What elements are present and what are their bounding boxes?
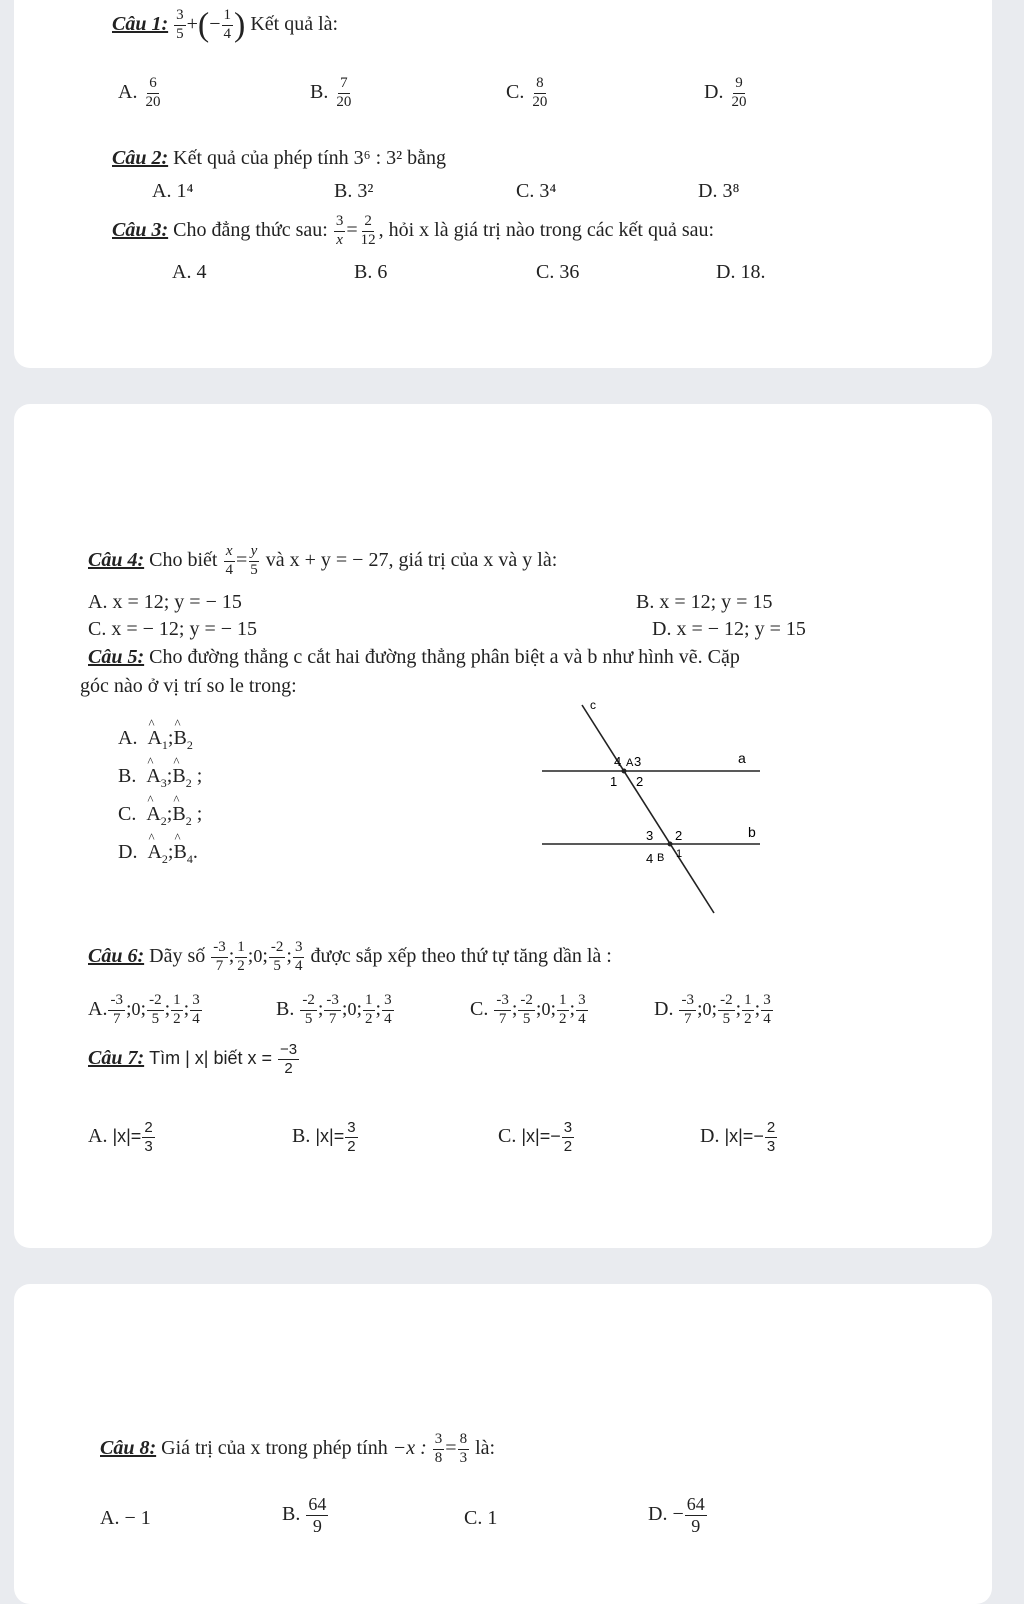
q6-option-c[interactable]: C. $\frac{-3}{7}$ ; $\frac{-2}{5}$ ;0; $\frac{1}{2}$ ; $\frac{3}{4}$ bbox=[470, 992, 586, 1027]
q5-figure bbox=[530, 695, 770, 925]
q6-label: Câu 6: bbox=[88, 944, 145, 967]
question-5: Câu 5: Cho đường thẳng c cắt hai đường thẳng phân biệt a và b như hình vẽ. Cặp bbox=[88, 646, 740, 668]
angle-a1: 1 bbox=[610, 774, 618, 789]
q7-option-a[interactable]: A. |x|= $\frac{2}{3}$ bbox=[88, 1119, 153, 1155]
q4-label: Câu 4: bbox=[88, 548, 145, 571]
q5-option-b[interactable]: B. ^ $A_3$; ^ $B_2$ ; bbox=[118, 754, 203, 790]
label-c: c bbox=[590, 698, 596, 712]
q3-label: Câu 3: bbox=[112, 218, 169, 241]
label-a: a bbox=[738, 750, 746, 766]
q1-label: Câu 1: bbox=[112, 12, 169, 35]
question-7: Câu 7: Tìm | x| biết x = $\frac{-3}{2}$ bbox=[88, 1041, 298, 1077]
angle-b2: 2 bbox=[675, 828, 683, 843]
point-a-label: A bbox=[626, 757, 634, 769]
q8-option-b[interactable]: B. $\frac{64}{9}$ bbox=[282, 1494, 327, 1536]
question-4: Câu 4: Cho biết $\frac{x}{4}$ = $\frac{y}{5}$ và x + y = − 27, giá trị của x và y là: bbox=[88, 543, 558, 578]
q7-option-b[interactable]: B. |x|= $\frac{3}{2}$ bbox=[292, 1119, 356, 1155]
angle-a2: 2 bbox=[636, 774, 644, 789]
q1-option-d[interactable]: D. $\frac{9}{20}$ bbox=[704, 75, 747, 110]
q8-label: Câu 8: bbox=[100, 1436, 157, 1459]
q4-option-d[interactable]: D. x = − 12; y = 15 bbox=[652, 618, 806, 640]
q2-option-b[interactable]: B. 3² bbox=[334, 180, 374, 202]
q1-option-a[interactable]: A. $\frac{6}{20}$ bbox=[118, 75, 161, 110]
question-8: Câu 8: Giá trị của x trong phép tính −x : $\frac{3}{8}$ = $\frac{8}{3}$ là: bbox=[100, 1431, 496, 1466]
line-c bbox=[582, 705, 714, 913]
point-a bbox=[622, 769, 627, 774]
q5-label: Câu 5: bbox=[88, 646, 145, 668]
q3-option-b[interactable]: B. 6 bbox=[354, 261, 388, 283]
angle-b3: 3 bbox=[646, 828, 654, 843]
angle-a3: 3 bbox=[634, 754, 642, 769]
q2-option-d[interactable]: D. 3⁸ bbox=[698, 180, 740, 202]
q4-option-b[interactable]: B. x = 12; y = 15 bbox=[636, 591, 773, 613]
question-2: Câu 2: Kết quả của phép tính 3⁶ : 3² bằng bbox=[112, 147, 447, 169]
q6-option-b[interactable]: B. $\frac{-2}{5}$ ; $\frac{-3}{7}$ ;0; $\frac{1}{2}$ ; $\frac{3}{4}$ bbox=[276, 992, 392, 1027]
q2-option-c[interactable]: C. 3⁴ bbox=[516, 180, 557, 202]
angle-b1: 1 bbox=[676, 848, 683, 860]
angle-b4: 4 bbox=[646, 851, 654, 866]
q7-option-d[interactable]: D. |x|=− $\frac{2}{3}$ bbox=[700, 1119, 776, 1155]
q5-option-c[interactable]: C. ^ $A_2$; ^ $B_2$ ; bbox=[118, 792, 203, 828]
q2-label: Câu 2: bbox=[112, 147, 169, 169]
q7-option-c[interactable]: C. |x|=− $\frac{3}{2}$ bbox=[498, 1119, 573, 1155]
q5-line2: góc nào ở vị trí so le trong: bbox=[80, 675, 297, 697]
point-b-label: B bbox=[657, 852, 665, 864]
q7-label: Câu 7: bbox=[88, 1046, 145, 1069]
point-b bbox=[668, 842, 673, 847]
question-1: Câu 1: $\frac{3}{5}$ +(− $\frac{1}{4}$ ) Kết quả là: bbox=[112, 6, 339, 44]
label-b: b bbox=[748, 824, 756, 840]
q5-option-d[interactable]: D. ^ $A_2$; ^ $B_4$. bbox=[118, 830, 198, 866]
q5-option-a[interactable]: A. ^ $A_1$; ^ $B_2$ bbox=[118, 716, 193, 752]
q3-option-d[interactable]: D. 18. bbox=[716, 261, 766, 283]
q4-option-a[interactable]: A. x = 12; y = − 15 bbox=[88, 591, 242, 613]
q8-option-a[interactable]: A. − 1 bbox=[100, 1507, 151, 1529]
question-6: Câu 6: Dãy số $\frac{-3}{7}$ ; $\frac{1}{2}$ ;0; $\frac{-2}{5}$ ; $\frac{3}{4}$ được sắp xếp theo thứ tự tăng dần là : bbox=[88, 939, 612, 974]
q3-option-c[interactable]: C. 36 bbox=[536, 261, 580, 283]
q8-option-c[interactable]: C. 1 bbox=[464, 1507, 498, 1529]
question-3: Câu 3: Cho đẳng thức sau: $\frac{3}{x}$ = $\frac{2}{12}$ , hỏi x là giá trị nào trong các kết quả sau: bbox=[112, 213, 715, 248]
q3-option-a[interactable]: A. 4 bbox=[172, 261, 207, 283]
q2-option-a[interactable]: A. 1⁴ bbox=[152, 180, 194, 202]
q6-option-a[interactable]: A. $\frac{-3}{7}$ ;0; $\frac{-2}{5}$ ; $\frac{1}{2}$ ; $\frac{3}{4}$ bbox=[88, 992, 200, 1027]
q1-option-c[interactable]: C. $\frac{8}{20}$ bbox=[506, 75, 548, 110]
q1-option-b[interactable]: B. $\frac{7}{20}$ bbox=[310, 75, 352, 110]
angle-a4: 4 bbox=[614, 754, 622, 769]
q8-option-d[interactable]: D. − $\frac{64}{9}$ bbox=[648, 1494, 705, 1536]
q1-suffix: Kết quả là: bbox=[250, 12, 339, 35]
q4-option-c[interactable]: C. x = − 12; y = − 15 bbox=[88, 618, 258, 640]
q6-option-d[interactable]: D. $\frac{-3}{7}$ ;0; $\frac{-2}{5}$ ; $\frac{1}{2}$ ; $\frac{3}{4}$ bbox=[654, 992, 771, 1027]
